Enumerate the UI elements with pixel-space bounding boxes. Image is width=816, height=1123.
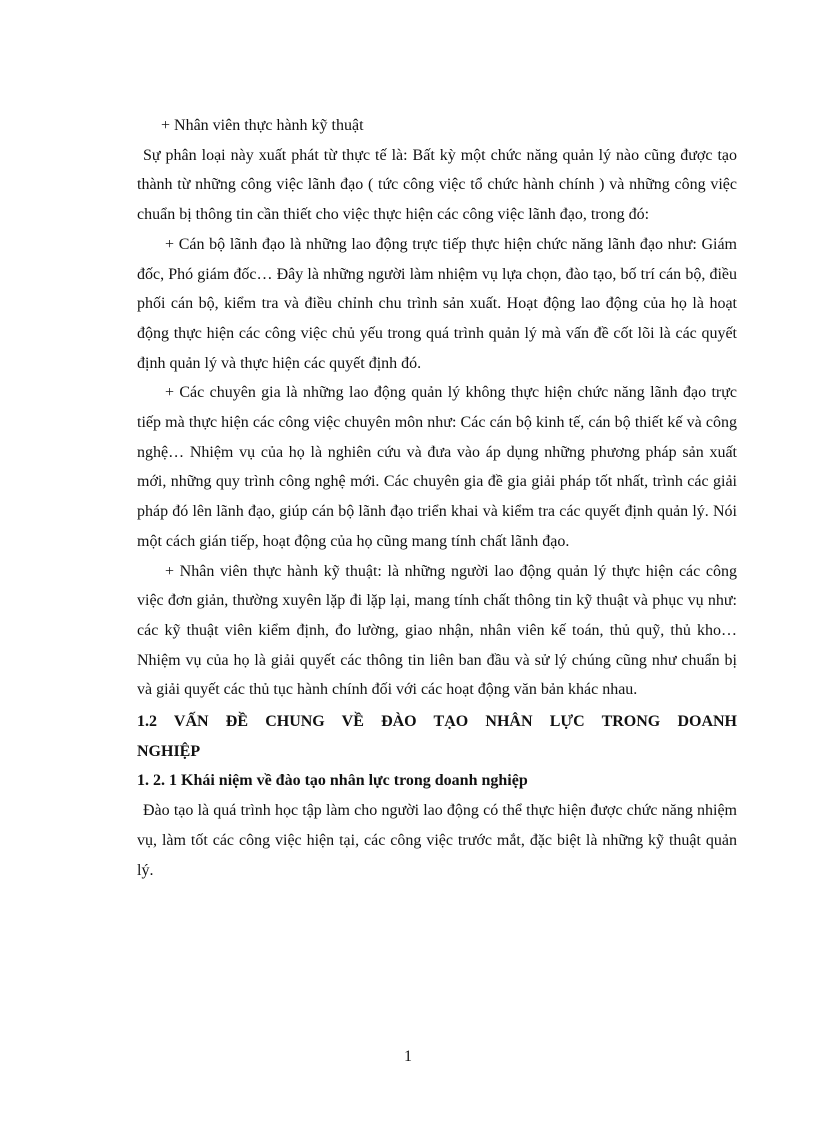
paragraph-staff-category: + Nhân viên thực hành kỹ thuật bbox=[161, 117, 364, 134]
paragraph-classification: Sự phân loại này xuất phát từ thực tế là: Bất kỳ một chức năng quản lý nào cũng được tạo thành từ những công việc lãnh đạo ( tức công việc tổ chức hành chính ) và những công việc chuẩn bị thông tin cần thiết cho việc thực hiện các công việc lãnh đạo, trong đó: bbox=[137, 146, 737, 224]
paragraph-leaders: + Cán bộ lãnh đạo là những lao động trực tiếp thực hiện chức năng lãnh đạo như: Giám đốc, Phó giám đốc… Đây là những người làm nhiệm vụ lựa chọn, đào tạo, bố trí cán bộ, điều phối cán bộ, kiểm tra và điều chỉnh chu trình sản xuất. Hoạt động lao động của họ là hoạt động thực hiện các công việc chủ yếu trong quá trình quản lý mà vấn đề cốt lõi là các quyết định quản lý và thực hiện các quyết định đó. bbox=[137, 235, 737, 372]
section-heading: 1.2 VẤN ĐỀ CHUNG VỀ ĐÀO TẠO NHÂN LỰC TRONG DOANH bbox=[137, 713, 737, 731]
paragraph-technical-staff: + Nhân viên thực hành kỹ thuật: là những người lao động quản lý thực hiện các công việc đơn giản, thường xuyên lặp đi lặp lại, mang tính chất thông tin kỹ thuật và phục vụ như: các kỹ thuật viên kiểm định, đo lường, giao nhận, nhân viên kế toán, thủ quỹ, thủ kho…Nhiệm vụ của họ là giải quyết các thông tin liên ban đầu và sử lý chúng cũng như chuẩn bị và giải quyết các thủ tục hành chính đối với các hoạt động văn bản khác nhau. bbox=[137, 562, 737, 699]
subsection-heading: 1. 2. 1 Khái niệm về đào tạo nhân lực trong doanh nghiệp bbox=[137, 772, 528, 790]
paragraph-training-definition: Đào tạo là quá trình học tập làm cho người lao động có thể thực hiện được chức năng nhiệm vụ, làm tốt các công việc hiện tại, các công việc trước mắt, đặc biệt là những kỹ thuật quản lý. bbox=[137, 802, 737, 879]
document-body bbox=[137, 111, 737, 885]
paragraph-specialists: + Các chuyên gia là những lao động quản lý không thực hiện chức năng lãnh đạo trực tiếp mà thực hiện các công việc chuyên môn như: Các cán bộ kinh tế, cán bộ thiết kế và công nghệ… Nhiệm vụ của họ là nghiên cứu và đưa vào áp dụng những phương pháp sản xuất mới, những quy trình công nghệ mới. Các chuyên gia đề gia giải pháp tốt nhất, trình các giải pháp đó lên lãnh đạo, giúp cán bộ lãnh đạo triển khai và kiểm tra các quyết định quản lý. Nói một cách gián tiếp, hoạt động của họ cũng mang tính chất lãnh đạo. bbox=[137, 384, 737, 550]
page-number: 1 bbox=[404, 1048, 412, 1065]
section-heading-continued: NGHIỆP bbox=[137, 742, 201, 760]
